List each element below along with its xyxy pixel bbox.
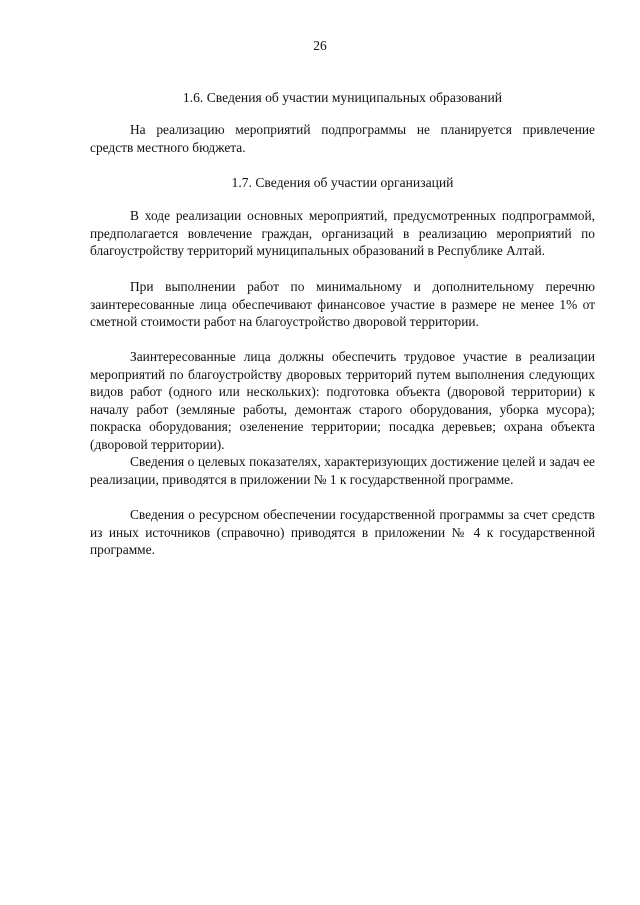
paragraph-financial-participation: При выполнении работ по минимальному и дополнительному перечню заинтересованные лица обеспечивают финансовое участие в размере не менее 1% от сметной стоимости работ на благоустройство дворовой территории. [90,279,595,329]
paragraph-resource-provision: Сведения о ресурсном обеспечении государственной программы за счет средств из иных источников (справочно) приводятся в приложении № 4 к государственной программе. [90,507,595,557]
paragraph-local-budget: На реализацию мероприятий подпрограммы не планируется привлечение средств местного бюджета. [90,122,595,155]
paragraph-labor-participation: Заинтересованные лица должны обеспечить трудовое участие в реализации мероприятий по благоустройству дворовых территорий путем выполнения следующих видов работ (одного или нескольких): подготовка объекта (дворовой территории) к началу работ (земляные работы, демонтаж старого оборудования, уборка мусора); покраска оборудования; озеленение территории; посадка деревьев; охрана объекта (дворовой территории). [90,349,595,452]
page-number: 26 [313,38,327,53]
section-heading-1-6: 1.6. Сведения об участии муниципальных образований [182,90,503,105]
paragraph-target-indicators: Сведения о целевых показателях, характеризующих достижение целей и задач ее реализации, приводятся в приложении № 1 к государственной программе. [90,454,595,487]
paragraph-citizen-involvement: В ходе реализации основных мероприятий, предусмотренных подпрограммой, предполагается вовлечение граждан, организаций в реализацию мероприятий по благоустройству территорий муниципальных образований в Республике Алтай. [90,208,595,258]
section-heading-1-7: 1.7. Сведения об участии организаций [231,175,454,190]
